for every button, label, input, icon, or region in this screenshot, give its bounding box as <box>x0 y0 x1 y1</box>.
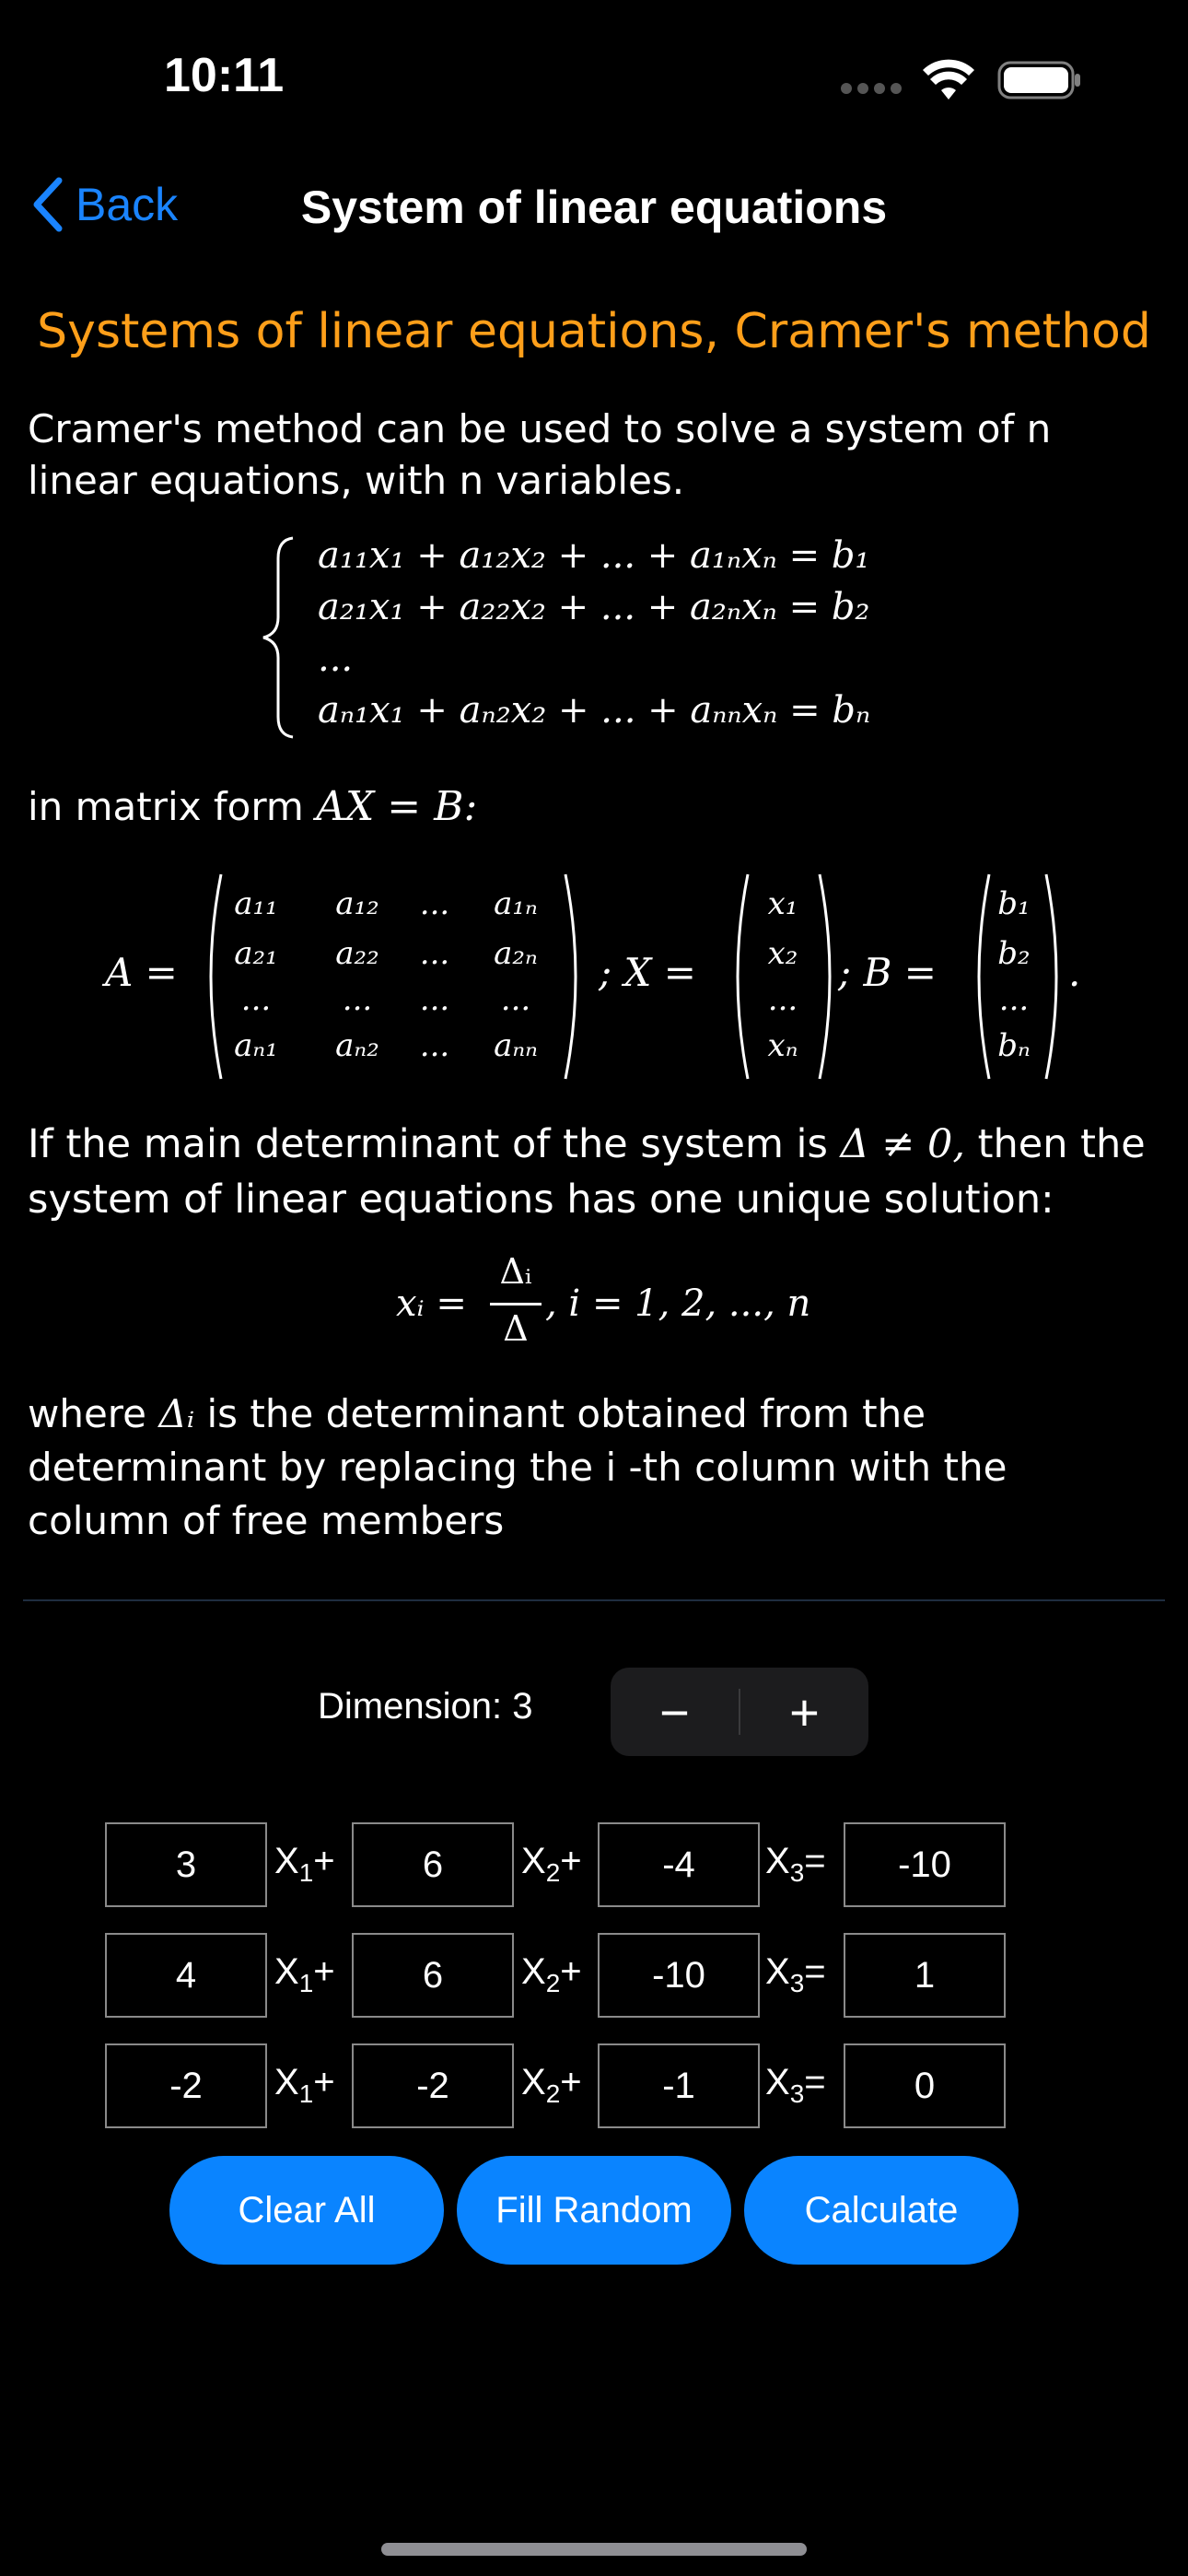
formula-numerator: Δᵢ <box>499 1251 532 1292</box>
status-time: 10:11 <box>164 49 285 102</box>
coef-input-r3c3[interactable]: -1 <box>598 2043 760 2128</box>
matrix-cell: a₂₁ <box>234 935 278 972</box>
matrix-end: . <box>1068 950 1081 995</box>
equation-line: a₂₁x₁ + a₂₂x₂ + ... + a₂ₙxₙ = b₂ <box>318 586 870 628</box>
right-paren-icon <box>562 871 589 1083</box>
matrix-cell: ... <box>419 1027 450 1064</box>
matrix-form-line <box>28 781 1160 833</box>
matrix-cell: a₁₂ <box>335 885 379 922</box>
var-label-x1: $X_1+$ <box>274 1951 335 1997</box>
minus-icon: − <box>659 1682 690 1741</box>
matrix-cell: x₂ <box>767 935 798 972</box>
coef-input-r2c1[interactable]: 4 <box>105 1933 267 2018</box>
formula-denominator: Δ <box>503 1308 529 1349</box>
equation-line: aₙ₁x₁ + aₙ₂x₂ + ... + aₙₙxₙ = bₙ <box>318 689 871 732</box>
dimension-label: Dimension: 3 <box>318 1686 533 1727</box>
determinant-text-1: If the main determinant of the system is <box>28 1121 828 1167</box>
matrix-cell: ... <box>342 981 373 1018</box>
matrix-cell: a₂ₙ <box>494 935 538 972</box>
cramer-formula <box>387 1251 866 1362</box>
matrix-a-label: A = <box>105 950 178 995</box>
intro-text: Cramer's method can be used to solve a system of n linear equations, with n variables. <box>28 406 1052 503</box>
rhs-input-r1[interactable]: -10 <box>844 1822 1006 1907</box>
rhs-input-r2[interactable]: 1 <box>844 1933 1006 2018</box>
fill-random-button[interactable]: Fill Random <box>457 2156 731 2265</box>
equation-line: ... <box>318 638 354 680</box>
divider <box>23 1599 1165 1601</box>
page-title: System of linear equations <box>300 181 888 233</box>
matrix-cell: x₁ <box>767 885 798 922</box>
matrix-cell: ... <box>240 981 272 1018</box>
var-label-x3: $X_3=$ <box>765 1951 826 1997</box>
cellular-signal-icon <box>841 83 903 96</box>
var-label-x3: $X_3=$ <box>765 2062 826 2108</box>
determinant-text-2: then the system of linear equations has one unique solution: <box>28 1121 1146 1223</box>
matrix-cell: ... <box>419 885 450 922</box>
matrix-cell: ... <box>767 981 798 1018</box>
where-prefix: where <box>28 1391 146 1436</box>
matrix-block <box>101 871 1096 1083</box>
matrix-cell: ... <box>419 935 450 972</box>
right-paren-icon <box>1042 871 1070 1083</box>
calculate-button[interactable]: Calculate <box>744 2156 1019 2265</box>
matrix-cell: bₙ <box>997 1027 1031 1064</box>
matrix-cell: b₁ <box>997 885 1031 922</box>
matrix-cell: b₂ <box>997 935 1031 972</box>
var-label-x2: $X_2+$ <box>521 1841 582 1887</box>
var-label-x2: $X_2+$ <box>521 2062 582 2108</box>
matrix-cell: aₙ₂ <box>335 1027 379 1064</box>
matrix-cell: a₂₂ <box>335 935 379 972</box>
decrement-button[interactable] <box>611 1668 739 1756</box>
where-text <box>28 1388 1160 1548</box>
rhs-input-r3[interactable]: 0 <box>844 2043 1006 2128</box>
var-label-x3: $X_3=$ <box>765 1841 826 1887</box>
matrix-cell: ... <box>419 981 450 1018</box>
home-indicator <box>381 2543 807 2556</box>
coef-input-r2c2[interactable]: 6 <box>352 1933 514 2018</box>
where-body: is the determinant obtained from the determinant by replacing the i -th column with the column of free members <box>28 1391 1007 1543</box>
matrix-cell: aₙ₁ <box>234 1027 278 1064</box>
coef-input-r3c1[interactable]: -2 <box>105 2043 267 2128</box>
formula-rhs: , i = 1, 2, ..., n <box>545 1282 811 1325</box>
var-label-x1: $X_1+$ <box>274 1841 335 1887</box>
coef-input-r2c3[interactable]: -10 <box>598 1933 760 2018</box>
matrix-cell: xₙ <box>767 1027 798 1064</box>
equation-system <box>267 534 967 746</box>
var-label-x2: $X_2+$ <box>521 1951 582 1997</box>
matrix-cell: aₙₙ <box>494 1027 538 1064</box>
matrix-cell: a₁₁ <box>234 885 278 922</box>
determinant-text <box>28 1117 1160 1227</box>
fraction-bar <box>490 1303 542 1306</box>
matrix-b-label: ; B = <box>838 950 937 995</box>
coef-input-r1c3[interactable]: -4 <box>598 1822 760 1907</box>
clear-all-button[interactable]: Clear All <box>169 2156 444 2265</box>
plus-icon: + <box>789 1682 820 1741</box>
coef-input-r3c2[interactable]: -2 <box>352 2043 514 2128</box>
matrix-cell: ... <box>998 981 1030 1018</box>
equation-line: a₁₁x₁ + a₁₂x₂ + ... + a₁ₙxₙ = b₁ <box>318 534 870 577</box>
back-label: Back <box>76 179 179 230</box>
determinant-expr: Δ ≠ 0, <box>840 1121 965 1167</box>
increment-button[interactable] <box>740 1668 868 1756</box>
wifi-icon <box>923 59 974 101</box>
coef-input-r1c1[interactable]: 3 <box>105 1822 267 1907</box>
matrix-x-label: ; X = <box>599 950 696 995</box>
var-label-x1: $X_1+$ <box>274 2062 335 2108</box>
coef-input-r1c2[interactable]: 6 <box>352 1822 514 1907</box>
where-delta: Δᵢ <box>158 1391 195 1436</box>
section-heading: Systems of linear equations, Cramer's method <box>37 304 1151 359</box>
matrix-cell: ... <box>500 981 531 1018</box>
battery-icon <box>997 61 1082 100</box>
formula-lhs: xᵢ = <box>396 1282 467 1325</box>
matrix-cell: a₁ₙ <box>494 885 538 922</box>
dimension-stepper[interactable] <box>611 1668 868 1756</box>
matrix-form-prefix: in matrix form <box>28 784 304 829</box>
matrix-form-expr: AX = B: <box>316 783 478 830</box>
